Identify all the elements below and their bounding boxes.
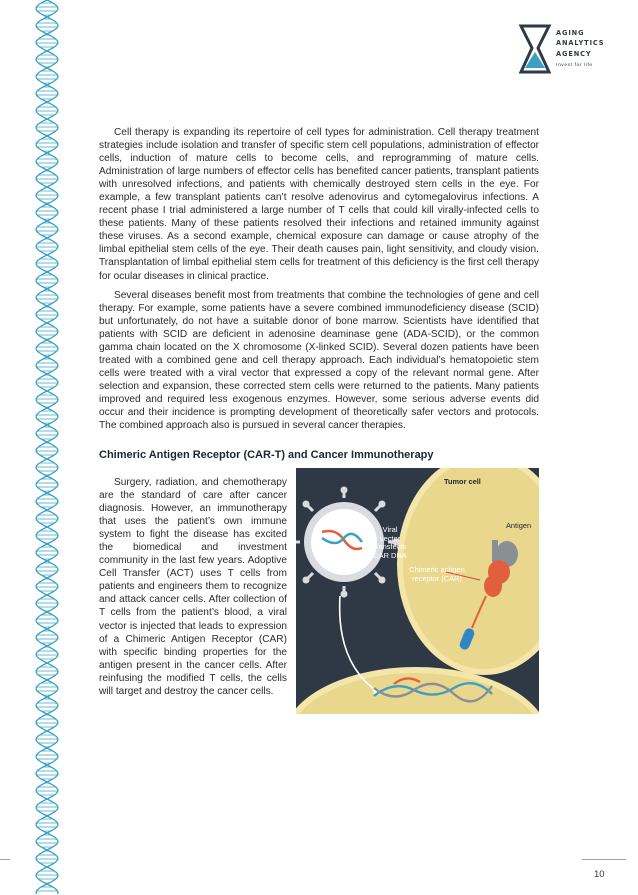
label-tumor-cell: Tumor cell <box>444 477 481 486</box>
car-t-illustration <box>296 468 539 714</box>
dna-helix-strands <box>36 0 58 894</box>
page-number: 10 <box>594 869 605 880</box>
body-paragraph-cell-therapy: Cell therapy is expanding its repertoire of cell types for administration. Cell therapy treatment strategies include isolation and transfer of specific stem cell populations, administration of effector cells, induction of mature cells to become cells, and reprogramming of mature cells. Administration of large numbers of effector cells has benefited cancer patients, transplant patients with unresolved infections, and patients with chemically destroyed stem cells in the eye. For example, a few transplant patients can’t resolve adenovirus and cytomegalovirus infections. A recent phase I trial administered a large number of T cells that could kill virally-infected cells to these patients. Many of these patients resolved their infections and retained immunity against these viruses. As a second example, chemical exposure can damage or cause atrophy of the limbal epithelial stem cells of the eye. Their death causes pain, light sensitivity, and cloudy vision. Transplantation of limbal epithelial stem cells for treatment of this deficiency is the first cell therapy for ocular diseases in clinical practice. <box>99 127 539 282</box>
car-label-line-2: receptor (CAR) <box>412 573 462 583</box>
body-paragraph-gene-cell-therapy: Several diseases benefit most from treatments that combine the technologies of gene and cell therapy. For example, some patients have a severe combined immunodeficiency disease (SCID) but unfortunately, do not have a suitable donor of bone marrow. Scientists have identified that patients with SCID are deficient in adenosine deaminase gene (ADA-SCID), or the common gamma chain located on the X chromosome (X-linked SCID). Several dozen patients have been treated with a combined gene and cell therapy approach. Each individual’s hematopoietic stem cells were treated with a viral vector that expressed a copy of the relevant normal gene. After selection and expansion, these corrected stem cells were returned to the patients. Many patients improved and required less exogenous enzymes. However, some serious adverse events did occur and their incidence is prompting development of theoretically safer vectors and protocols. The combined approach also is pursued in several cancer therapies. <box>99 290 539 432</box>
viral-vector-line-2: vector <box>379 533 401 543</box>
logo-wordmark <box>556 28 604 59</box>
hourglass-logo-icon <box>518 24 552 76</box>
viral-vector-line-4: CAR DNA <box>373 550 407 560</box>
dna-helix-decoration <box>30 0 64 895</box>
footer-rule-right <box>582 859 626 860</box>
car-receptor-body <box>484 575 502 597</box>
viral-vector-line-1: Viral <box>382 525 398 534</box>
logo-line-aging: AGING <box>556 29 585 37</box>
label-viral-vector <box>368 526 412 560</box>
section-heading: Chimeric Antigen Receptor (CAR-T) and Cancer Immunotherapy <box>99 449 434 461</box>
logo-line-analytics: ANALYTICS <box>556 39 605 48</box>
logo-tagline: Invest for life <box>556 63 593 68</box>
footer-rule-left <box>0 859 10 860</box>
logo-line-agency: AGENCY <box>556 49 592 58</box>
aging-analytics-agency-logo <box>518 24 628 80</box>
label-antigen: Antigen <box>506 521 532 530</box>
car-label-line-1: Chimeric antigen <box>409 565 465 574</box>
section-paragraph-immunotherapy: Surgery, radiation, and chemotherapy are the standard of care after cancer diagnosis. However, an immunotherapy that uses the patient’s own immune system to fight the disease has excited the biomedical and investment community in the last few years. Adoptive Cell Transfer (ACT) uses T cells from patients and engineers them to recognize and attack cancer cells. After collection of T cells from the patient’s blood, a viral vector is injected that leads to expression of a Chimeric Antigen Receptor (CAR) with specific binding properties for the antigen present in the cancer cells. After reinfusing the modified T cells, the cells will target and destroy the cancer cells. <box>99 477 287 697</box>
car-t-diagram <box>296 468 539 714</box>
label-car <box>400 566 474 583</box>
viral-vector-line-3: transfects <box>373 542 407 552</box>
